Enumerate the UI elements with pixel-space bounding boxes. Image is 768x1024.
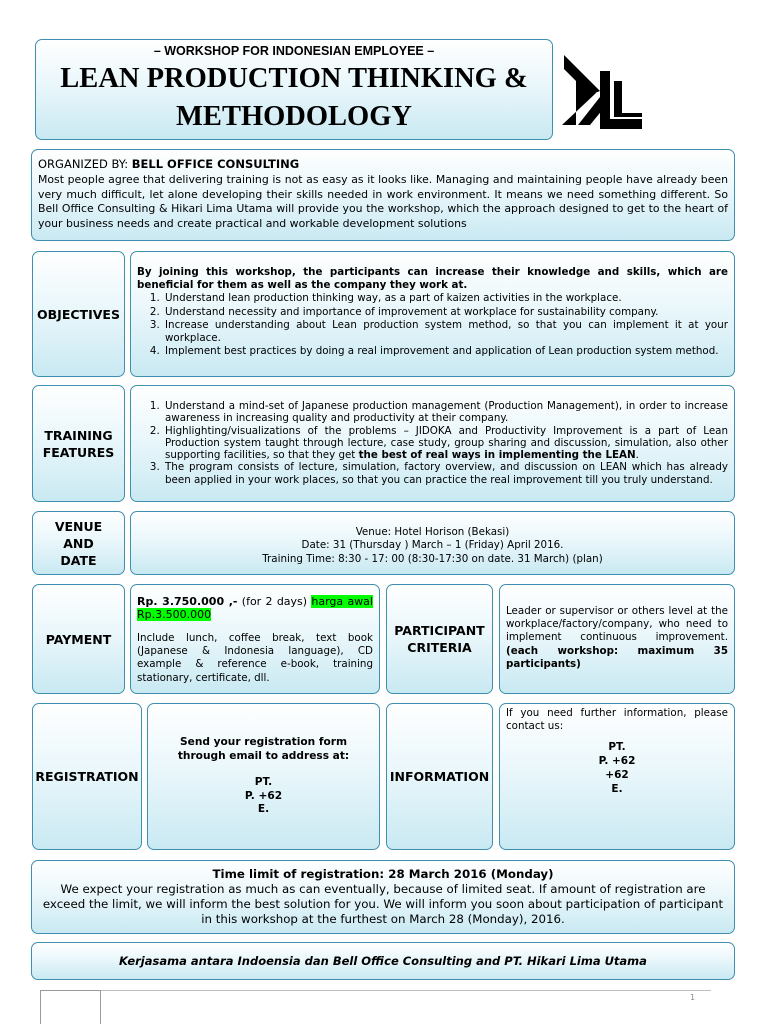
workshop-kicker: – WORKSHOP FOR INDONESIAN EMPLOYEE – — [153, 44, 435, 58]
information-content-box — [499, 703, 735, 850]
information-text: If you need further information, please contact us: — [506, 707, 728, 733]
information-company: PT. — [608, 741, 626, 754]
participant-label-box — [386, 584, 493, 694]
payment-duration: (for 2 days) — [237, 595, 312, 608]
page-title-line1: LEAN PRODUCTION THINKING & — [60, 63, 528, 94]
page-rule — [101, 990, 711, 991]
venue-line: Venue: Hotel Horison (Bekasi) — [355, 526, 510, 539]
payment-content-box — [130, 584, 380, 694]
participant-label-line2: CRITERIA — [407, 640, 472, 655]
venue-label-line3: DATE — [60, 552, 97, 568]
objectives-content-box — [130, 251, 735, 377]
registration-company: PT. — [254, 776, 273, 789]
page-number: 1 — [690, 993, 696, 1002]
participant-limit: (each workshop: maximum 35 participants) — [506, 644, 728, 670]
training-item2-text: Highlighting/visualizations of the problems – JIDOKA and Productivity Improvement is a part of Lean Production system taught through lecture, case study, group sharing and discussion, simulation, also other supporting facilities, so that they get — [165, 424, 728, 462]
payment-label: PAYMENT — [45, 631, 112, 647]
training-list — [137, 400, 728, 486]
training-item2-bold: the best of real ways in implementing the LEAN — [358, 449, 636, 462]
organized-by-label: ORGANIZED BY: — [38, 157, 132, 171]
intro-text: Most people agree that delivering training is not as easy as it looks like. Managing and maintaining people have already been very much difficult, let alone developing their skills needed in work environment. It means we need something different. So Bell Office Consulting & Hikari Lima Utama will provide you the workshop, which the approach designed to get to the heart of your business needs and create practical and workable development solutions — [38, 172, 728, 231]
objectives-list — [137, 292, 728, 358]
participant-text: Leader or supervisor or others level at the workplace/factory/company, who need to implement continuous improvement. — [506, 605, 728, 644]
objectives-label-box — [32, 251, 125, 377]
organizer-name: BELL OFFICE CONSULTING — [131, 157, 300, 171]
deadline-box — [31, 860, 735, 934]
payment-label-box — [32, 584, 125, 694]
objectives-lead: By joining this workshop, the participants can increase their knowledge and skills, which are beneficial for them as well as the company they work at. — [137, 266, 728, 292]
registration-label: REGISTRATION — [35, 769, 139, 784]
information-phone2: +62 — [605, 769, 629, 781]
footer-text: Kerjasama antara Indoensia dan Bell Office Consulting and PT. Hikari Lima Utama — [119, 954, 647, 968]
registration-phone: P. +62 — [244, 789, 283, 802]
participant-content-box — [499, 584, 735, 694]
registration-email: E. — [257, 803, 270, 816]
page-tab — [40, 990, 101, 1024]
training-label-line2: FEATURES — [42, 444, 115, 460]
list-item — [163, 425, 728, 462]
training-time-line: Training Time: 8:30 - 17: 00 (8:30-17:30 on date. 31 March) (plan) — [262, 552, 603, 565]
payment-price-line — [137, 595, 373, 621]
participant-label-line1: PARTICIPANT — [394, 623, 485, 638]
payment-promo: harga awal Rp.3.500.000 — [137, 595, 373, 621]
list-item: 1. Understand lean production thinking way, as a part of kaizen activities in the workplace. — [163, 292, 728, 305]
list-item: 1. Understand a mind-set of Japanese production management (Production Management), in order to increase awareness in increasing quality and productivity at their company. — [163, 400, 728, 425]
page-title — [60, 60, 527, 136]
payment-includes: Include lunch, coffee break, text book (Japanese & Indonesia language), CD example & reference e-book, training stationary, certificate, dll. — [137, 632, 373, 684]
training-item2-end: . — [635, 449, 639, 462]
training-label-line1: TRAINING — [44, 427, 113, 443]
list-item: 3. Increase understanding about Lean production system method, so that you can implement it at your workplace. — [163, 319, 728, 345]
list-item: 2. Understand necessity and importance of improvement at workplace for sustainability company. — [163, 306, 728, 319]
registration-instructions: Send your registration form through email to address at: — [177, 736, 350, 762]
objectives-label: OBJECTIVES — [37, 306, 120, 322]
footer-box — [31, 942, 735, 980]
information-label: INFORMATION — [389, 769, 490, 784]
list-item: 4. Implement best practices by doing a real improvement and application of Lean production system method. — [163, 345, 728, 358]
payment-price: Rp. 3.750.000 ,- — [137, 595, 238, 608]
venue-content-box — [130, 511, 735, 575]
registration-label-box — [32, 703, 142, 850]
deadline-title: Time limit of registration: 28 March 2016 (Monday) — [212, 866, 554, 881]
intro-box — [31, 149, 735, 241]
information-phone: P. +62 — [598, 755, 636, 768]
training-content-box — [130, 385, 735, 502]
list-item: 3. The program consists of lecture, simulation, factory overview, and discussion on LEAN which has already been applied in your work places, so that you can practice the real improvement till you truly understand. — [163, 461, 728, 486]
venue-label-line2: AND — [63, 535, 94, 551]
venue-label-box — [32, 511, 125, 575]
information-email: E. — [611, 782, 623, 795]
registration-content-box — [147, 703, 380, 850]
training-label-box — [32, 385, 125, 502]
deadline-text: We expect your registration as much as can eventually, because of limited seat. If amount of registration are exceed the limit, we will inform the best solution for you. We will inform you soon about participation of participant in this workshop at the furthest on March 28 (Monday), 2016. — [42, 881, 724, 927]
page-title-line2: METHODOLOGY — [176, 101, 412, 132]
header-box — [35, 39, 553, 140]
bell-office-logo — [560, 53, 644, 133]
venue-label-line1: VENUE — [54, 518, 103, 534]
information-label-box — [386, 703, 493, 850]
date-line: Date: 31 (Thursday ) March – 1 (Friday) April 2016. — [301, 539, 564, 552]
